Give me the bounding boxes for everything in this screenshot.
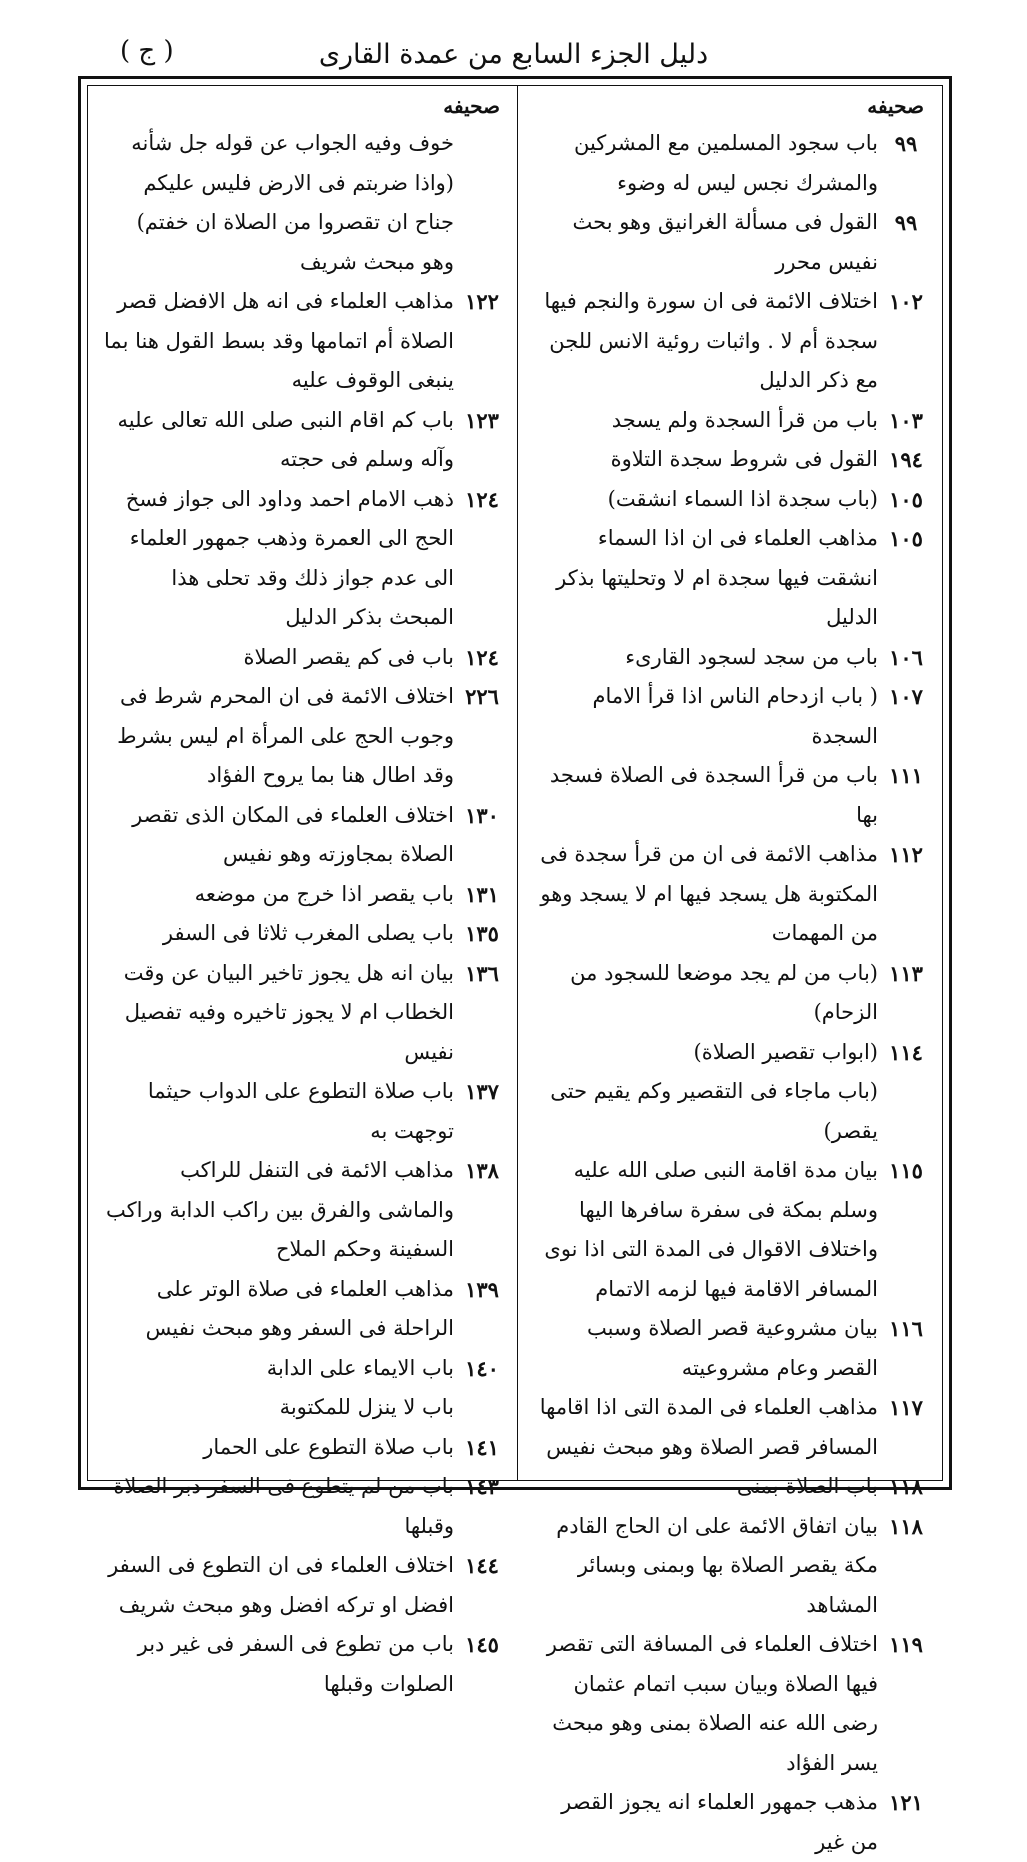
entry-title: باب فى كم يقصر الصلاة bbox=[243, 644, 454, 669]
entry-title: باب كم اقام النبى صلى الله تعالى عليه وآله وسلم فى حجته bbox=[117, 407, 454, 471]
toc-entry bbox=[96, 677, 510, 796]
toc-entry bbox=[96, 638, 510, 678]
toc-entry bbox=[96, 796, 510, 875]
entry-title: بيان مشروعية قصر الصلاة وسبب القصر وعام مشروعيته bbox=[586, 1316, 878, 1380]
entry-title: باب من لم يتطوع فى السفر دبر الصلاة وقبلها bbox=[113, 1474, 454, 1538]
index-inner-frame bbox=[87, 85, 943, 1854]
toc-list-left bbox=[96, 124, 510, 1704]
page-number: ١٣٠ bbox=[465, 802, 499, 828]
toc-entry bbox=[526, 1388, 934, 1467]
entry-title: القول فى شروط سجدة التلاوة bbox=[610, 447, 878, 471]
page-number: ٢٢٦ bbox=[465, 684, 499, 709]
entry-title: ( باب ازدحام الناس اذا قرأ الامام السجدة bbox=[592, 684, 878, 748]
page-number: ١٠٦ bbox=[889, 644, 923, 670]
entry-title: مذاهب العلماء فى ان اذا السماء انشقت فيها سجدة ام لا وتحليتها بذكر الدليل bbox=[556, 526, 878, 629]
entry-title: باب من قرأ السجدة ولم يسجد bbox=[611, 407, 878, 432]
toc-entry bbox=[526, 1309, 934, 1388]
toc-entry bbox=[96, 401, 510, 480]
toc-entry bbox=[526, 124, 934, 203]
toc-entry bbox=[526, 1625, 934, 1783]
page-number: ١٢٤ bbox=[465, 644, 499, 670]
page-number: ١٠٥ bbox=[889, 486, 923, 512]
entry-title: اختلاف العلماء فى المكان الذى تقصر الصلاة بمجاوزته وهو نفيس bbox=[132, 802, 454, 866]
index-frame bbox=[78, 76, 952, 1854]
toc-entry bbox=[96, 1270, 510, 1349]
page-number: ١٢٢ bbox=[465, 289, 499, 314]
toc-entry bbox=[96, 1072, 510, 1151]
page-number: ١٣٥ bbox=[465, 921, 499, 946]
toc-entry bbox=[96, 1388, 510, 1428]
column-header: صحيفه bbox=[867, 94, 924, 118]
toc-entry bbox=[96, 1625, 510, 1704]
index-column-right bbox=[526, 94, 934, 1854]
toc-entry bbox=[526, 282, 934, 401]
entry-title: (باب سجدة اذا السماء انشقت) bbox=[607, 486, 878, 511]
entry-title: باب من قرأ السجدة فى الصلاة فسجد بها bbox=[549, 763, 878, 827]
entry-title: مذاهب الائمة فى ان من قرأ سجدة فى المكتوبة هل يسجد فيها ام لا يسجد وهو من المهمات bbox=[540, 842, 878, 945]
page-number: ١١٤ bbox=[889, 1039, 923, 1065]
page-number: ١١٦ bbox=[889, 1316, 923, 1341]
book-title: دليل الجزء السابع من عمدة القارى bbox=[318, 38, 709, 70]
toc-entry bbox=[96, 954, 510, 1073]
toc-entry bbox=[526, 677, 934, 756]
page-number: ١١٩ bbox=[889, 1632, 923, 1657]
toc-entry bbox=[526, 835, 934, 954]
entry-title: باب لا ينزل للمكتوبة bbox=[279, 1395, 454, 1419]
entry-title: ذهب الامام احمد وداود الى جواز فسخ الحج الى العمرة وذهب جمهور العلماء الى عدم جواز ذلك وقد تحلى هذا المبحث بذكر الدليل bbox=[125, 486, 454, 629]
page-number: ١٠٣ bbox=[889, 407, 923, 433]
toc-entry bbox=[526, 1072, 934, 1151]
entry-title: باب صلاة التطوع على الدواب حيثما توجهت به bbox=[147, 1079, 454, 1143]
toc-entry bbox=[96, 875, 510, 915]
entry-title: مذاهب العلماء فى المدة التى اذا اقامها المسافر قصر الصلاة وهو مبحث نفيس bbox=[539, 1395, 878, 1459]
entry-title: باب يصلى المغرب ثلاثا فى السفر bbox=[162, 921, 454, 945]
toc-entry bbox=[96, 1151, 510, 1270]
page-number: ١٤٥ bbox=[465, 1632, 499, 1657]
entry-title: باب من تطوع فى السفر فى غير دبر الصلوات وقبلها bbox=[137, 1632, 454, 1696]
toc-entry bbox=[526, 954, 934, 1033]
toc-entry bbox=[526, 519, 934, 638]
entry-title: اختلاف الائمة فى ان المحرم شرط فى وجوب الحج على المرأة ام ليس بشرط وقد اطال هنا بما يروح الفؤاد bbox=[117, 684, 454, 787]
page-number: ١٤١ bbox=[465, 1434, 499, 1460]
toc-entry bbox=[526, 1783, 934, 1862]
page-number: ١٤٣ bbox=[465, 1474, 499, 1499]
entry-title: اختلاف الائمة فى ان سورة والنجم فيها سجدة أم لا . واثبات روئية الانس للجن مع ذكر الدليل bbox=[544, 289, 878, 392]
entry-title: مذهب جمهور العلماء انه يجوز القصر من غير bbox=[561, 1790, 878, 1854]
toc-entry bbox=[96, 1546, 510, 1625]
page-number: ١٢٣ bbox=[465, 407, 499, 433]
page-number: ١٣١ bbox=[465, 881, 499, 907]
toc-entry bbox=[526, 1151, 934, 1309]
toc-entry bbox=[526, 203, 934, 282]
entry-title: بيان مدة اقامة النبى صلى الله عليه وسلم بمكة فى سفرة سافرها اليها واختلاف الاقوال فى المدة التى اذا نوى المسافر الاقامة فيها لزمه الاتمام bbox=[544, 1158, 878, 1301]
page-number: ١٣٨ bbox=[465, 1158, 499, 1183]
entry-title: مذاهب العلماء فى صلاة الوتر على الراحلة فى السفر وهو مبحث نفيس bbox=[145, 1276, 454, 1340]
toc-entry bbox=[526, 1507, 934, 1626]
page-number: ١١١ bbox=[889, 763, 923, 788]
toc-entry bbox=[526, 756, 934, 835]
toc-entry bbox=[96, 1349, 510, 1389]
column-divider bbox=[517, 86, 518, 1480]
entry-title: اختلاف العلماء فى المسافة التى تقصر فيها الصلاة وبيان سبب اتمام عثمان رضى الله عنه الصلاة بمنى وهو مبحث يسر الفؤاد bbox=[546, 1632, 878, 1775]
toc-entry bbox=[96, 1428, 510, 1468]
entry-title: (ابواب تقصير الصلاة) bbox=[693, 1039, 878, 1064]
page-header bbox=[70, 30, 957, 78]
page-number: ١١٨ bbox=[889, 1513, 923, 1539]
entry-title: بيان اتفاق الائمة على ان الحاج القادم مكة يقصر الصلاة بها وبمنى وبسائر المشاهد bbox=[556, 1513, 878, 1617]
entry-title: (باب من لم يجد موضعا للسجود من الزحام) bbox=[570, 960, 878, 1024]
toc-entry bbox=[526, 638, 934, 678]
page-number: ١٢١ bbox=[889, 1790, 923, 1815]
page-letter: ( ج ) bbox=[120, 36, 174, 66]
entry-title: اختلاف العلماء فى ان التطوع فى السفر افضل او تركه افضل وهو مبحث شريف bbox=[108, 1553, 454, 1617]
entry-title: خوف وفيه الجواب عن قوله جل شأنه (واذا ضربتم فى الارض فليس عليكم جناح ان تقصروا من الصلاة ان خفتم) وهو مبحث شريف bbox=[131, 131, 454, 274]
toc-entry bbox=[96, 124, 510, 282]
toc-entry bbox=[96, 282, 510, 401]
page-number: ١٩٤ bbox=[889, 447, 923, 472]
page-number: ١٣٩ bbox=[465, 1276, 499, 1302]
page-number: ١١٢ bbox=[889, 842, 923, 867]
entry-title: باب الصلاة بمنى bbox=[736, 1474, 878, 1498]
page-number: ١٤٤ bbox=[465, 1553, 499, 1578]
index-column-left bbox=[96, 94, 510, 1696]
toc-entry bbox=[96, 1467, 510, 1546]
toc-entry bbox=[96, 914, 510, 954]
toc-entry bbox=[526, 480, 934, 520]
page-number: ١٠٧ bbox=[889, 684, 923, 709]
entry-title: باب الايماء على الدابة bbox=[266, 1355, 454, 1380]
page-number: ١٠٥ bbox=[889, 526, 923, 551]
page-number: ١١٣ bbox=[889, 960, 923, 986]
page-number: ١٠٢ bbox=[889, 289, 923, 314]
page-number: ١٣٧ bbox=[465, 1079, 499, 1104]
entry-title: مذاهب الائمة فى التنفل للراكب والماشى والفرق بين راكب الدابة وراكب السفينة وحكم الملاح bbox=[106, 1158, 454, 1261]
entry-title: بيان انه هل يجوز تاخير البيان عن وقت الخطاب ام لا يجوز تاخيره وفيه تفصيل نفيس bbox=[123, 960, 454, 1064]
entry-title: (باب ماجاء فى التقصير وكم يقيم حتى يقصر) bbox=[550, 1079, 878, 1143]
page-number: ١١٧ bbox=[889, 1395, 923, 1420]
page-number: ١٣٦ bbox=[465, 960, 499, 986]
toc-entry bbox=[96, 480, 510, 638]
page-number: ١٢٤ bbox=[465, 486, 499, 512]
entry-title: باب سجود المسلمين مع المشركين والمشرك نجس ليس له وضوء bbox=[573, 131, 878, 195]
toc-entry bbox=[526, 1467, 934, 1507]
toc-entry bbox=[526, 1033, 934, 1073]
entry-title: مذاهب العلماء فى انه هل الافضل قصر الصلاة أم اتمامها وقد بسط القول هنا بما ينبغى الوقوف عليه bbox=[104, 289, 454, 392]
entry-title: باب صلاة التطوع على الحمار bbox=[203, 1434, 454, 1459]
toc-entry bbox=[526, 401, 934, 441]
page-number: ٩٩ bbox=[894, 131, 918, 156]
page-number: ١٤٠ bbox=[465, 1355, 499, 1381]
entry-title: باب يقصر اذا خرج من موضعه bbox=[194, 881, 454, 906]
entry-title: القول فى مسألة الغرانيق وهو بحث نفيس محرر bbox=[572, 210, 878, 274]
page-number: ٩٩ bbox=[894, 210, 918, 235]
toc-list-right bbox=[526, 124, 934, 1862]
page-number: ١١٨ bbox=[889, 1474, 923, 1499]
entry-title: باب من سجد لسجود القارىء bbox=[625, 644, 878, 669]
page-number: ١١٥ bbox=[889, 1158, 923, 1183]
toc-entry bbox=[526, 440, 934, 480]
column-header: صحيفه bbox=[443, 94, 500, 118]
